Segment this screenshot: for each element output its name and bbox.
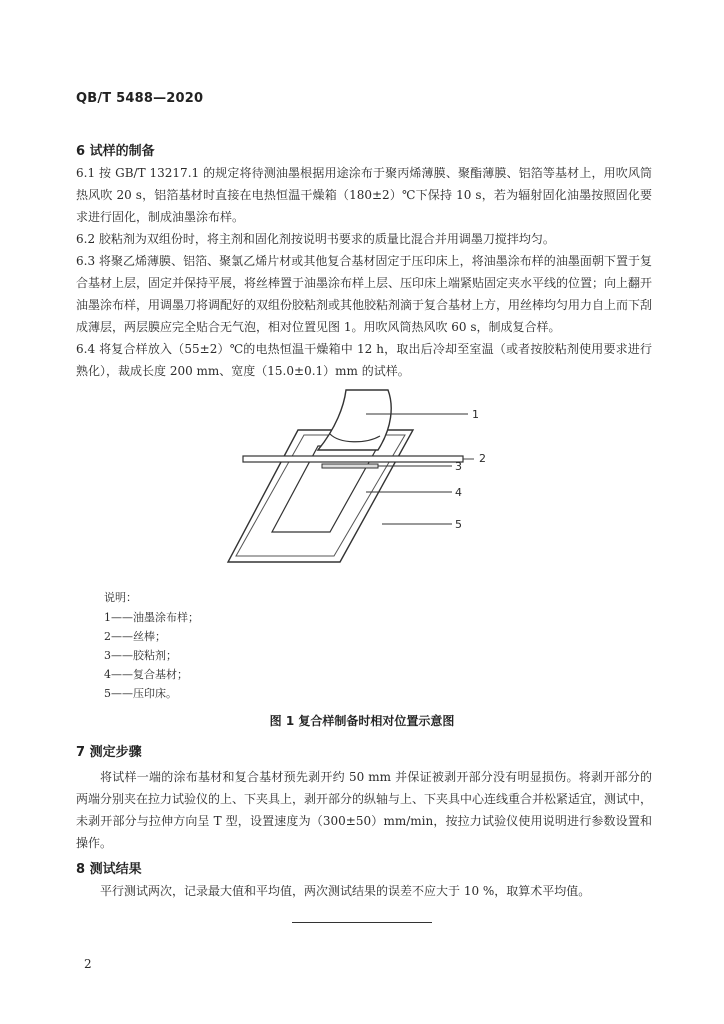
para-6-3: 6.3 将聚乙烯薄膜、铝箔、聚氯乙烯片材或其他复合基材固定于压印床上，将油墨涂布样的油墨面朝下置于复合基材上层，固定并保持平展，将丝棒置于油墨涂布样上层、压印床上端紧贴固定夹水平线的位置；向上翻开油墨涂布样，用调墨刀将调配好的双组份胶粘剂或其他胶粘剂滴于复合基材上方，用丝棒均匀用力自上而下刮成薄层，两层膜应完全贴合无气泡，相对位置见图 1。用吹风筒热风吹 60 s，制成复合样。 bbox=[76, 254, 653, 334]
section-6-title: 6 试样的制备 bbox=[76, 144, 155, 159]
legend-item-4: 4——复合基材； bbox=[104, 668, 188, 681]
legend-item-1: 1——油墨涂布样； bbox=[104, 611, 199, 624]
callout-3: 3 bbox=[455, 460, 462, 473]
para-8: 平行测试两次，记录最大值和平均值，两次测试结果的误差不应大于 10 %，取算术平均值。 bbox=[100, 884, 591, 898]
legend-item-2: 2——丝棒； bbox=[104, 630, 166, 643]
press-bed-inner bbox=[236, 435, 405, 556]
para-6-4: 6.4 将复合样放入（55±2）℃的电热恒温干燥箱中 12 h，取出后冷却至室温（或者按胶粘剂使用要求进行熟化），裁成长度 200 mm、宽度（15.0±0.1）mm 的试样。 bbox=[76, 342, 652, 378]
callout-5: 5 bbox=[455, 518, 462, 531]
callout-1: 1 bbox=[472, 408, 479, 421]
section-7-title: 7 测定步骤 bbox=[76, 745, 142, 760]
standard-number: QB/T 5488—2020 bbox=[76, 91, 204, 106]
page-number: 2 bbox=[84, 957, 92, 971]
adhesive bbox=[322, 464, 378, 468]
para-7: 将试样一端的涂布基材和复合基材预先剥开约 50 mm 并保证被剥开部分没有明显损伤。将剥开部分的两端分别夹在拉力试验仪的上、下夹具上，剥开部分的纵轴与上、下夹具中心连线重合并松紧适宜，测试中，未剥开部分与拉伸方向呈 T 型，设置速度为（300±50）mm/min，按拉力试验仪使用说明进行参数设置和操作。 bbox=[76, 770, 653, 850]
callout-2: 2 bbox=[479, 452, 486, 465]
figure-1-caption: 图 1 复合样制备时相对位置示意图 bbox=[269, 714, 455, 728]
legend-item-3: 3——胶粘剂； bbox=[104, 649, 177, 662]
figure-1-diagram bbox=[0, 380, 724, 580]
callout-4: 4 bbox=[455, 486, 462, 499]
section-8-title: 8 测试结果 bbox=[76, 862, 142, 877]
ink-coated-sample bbox=[318, 390, 391, 450]
footer-rule bbox=[292, 922, 432, 923]
para-6-1: 6.1 按 GB/T 13217.1 的规定将待测油墨根据用途涂布于聚丙烯薄膜、聚酯薄膜、铝箔等基材上，用吹风筒热风吹 20 s，铝箔基材时直接在电热恒温干燥箱（180±2）℃下保持 10 s，若为辐射固化油墨按照固化要求进行固化，制成油墨涂布样。 bbox=[76, 166, 652, 224]
legend-title: 说明： bbox=[104, 591, 137, 604]
wire-rod bbox=[243, 456, 463, 462]
para-6-2: 6.2 胶粘剂为双组份时，将主剂和固化剂按说明书要求的质量比混合并用调墨刀搅拌均匀。 bbox=[76, 232, 555, 246]
legend-item-5: 5——压印床。 bbox=[104, 687, 177, 700]
